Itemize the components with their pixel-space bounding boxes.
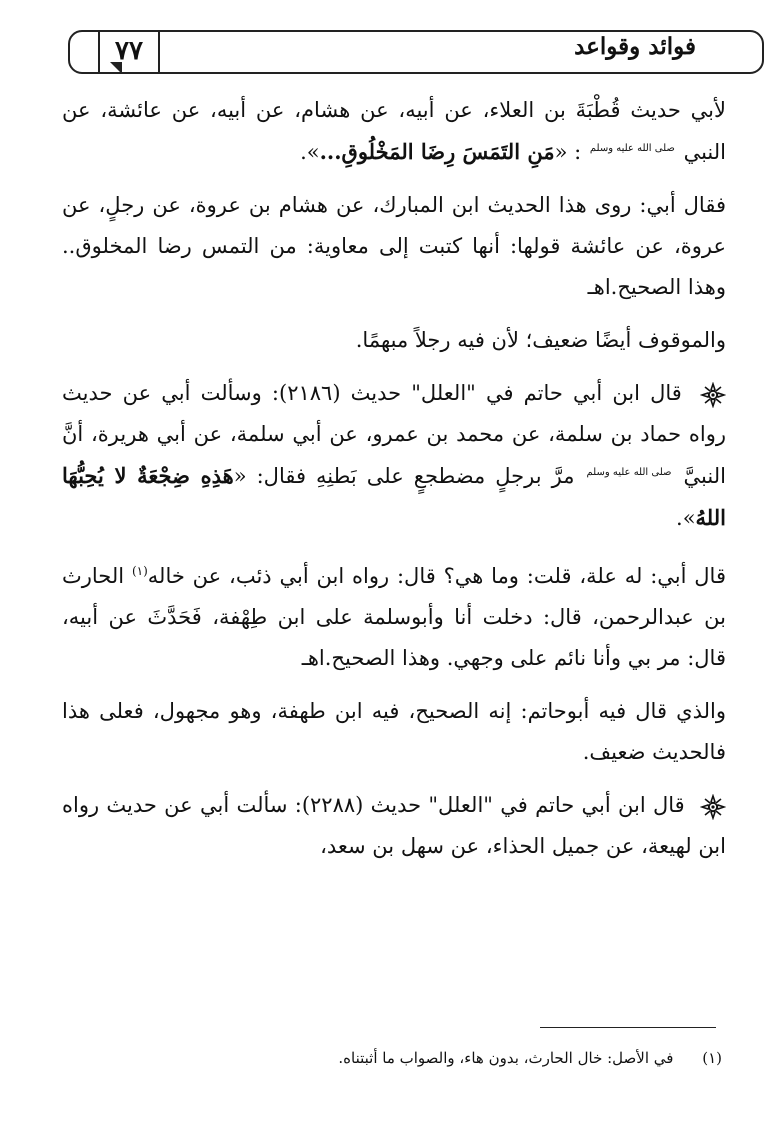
salutation-glyph: صلى الله عليه وسلم [586, 467, 672, 478]
paragraph-7 [62, 785, 726, 867]
paragraph-text: ». [676, 506, 696, 530]
paragraph-text: مرَّ برجلٍ مضطجعٍ على بَطنِهِ فقال: « [233, 464, 575, 488]
paragraph-text: قال ابن أبي حاتم في "العلل" حديث (٢٢٨٨): سألت أبي عن حديث رواه ابن لهيعة، عن جميل الحذاء، عن سهل بن سعد، [62, 793, 726, 858]
paragraph-text: ». [300, 140, 320, 164]
footnote-divider [540, 1027, 716, 1028]
page-number: ٧٧ [98, 30, 160, 74]
page-number-tab [98, 62, 122, 74]
paragraph-text: لأبي حديث قُطْبَةَ بن العلاء، عن أبيه، عن هشام، عن أبيه، عن عائشة، عن النبي [62, 98, 726, 164]
running-title: فوائد وقواعد [574, 33, 696, 60]
paragraph-text: : « [554, 140, 582, 164]
hadith-quote: مَنِ التَمَسَ رِضَا المَخْلُوقِ... [319, 139, 555, 164]
footnote-reference[interactable]: (١) [131, 564, 148, 578]
paragraph-3 [62, 320, 726, 361]
paragraph-text: الحارث بن عبدالرحمن، قال: دخلت أنا وأبوسلمة على ابن طِهْفة، فَحَدَّثَ عن أبيه، قال: مر بي وأنا نائم على وجهي. وهذا الصحيح.اهـ [62, 564, 726, 670]
paragraph-6 [62, 691, 726, 773]
hadith-quote: هَذِهِ ضِجْعَةٌ لا يُحِبُّهَا اللهُ [62, 463, 726, 530]
paragraph-4 [62, 373, 726, 539]
flower-ornament-icon [700, 794, 726, 820]
paragraph-text: والموقوف أيضًا ضعيف؛ لأن فيه رجلاً مبهمًا. [355, 328, 726, 352]
page-body [62, 90, 726, 871]
footnote [338, 1047, 722, 1069]
paragraph-1 [62, 90, 726, 173]
footnote-text: في الأصل: خال الحارث، بدون هاء، والصواب ما أثبتناه. [338, 1049, 674, 1067]
footnote-number: (١) [702, 1049, 722, 1067]
paragraph-2 [62, 185, 726, 308]
paragraph-text: قال ابن أبي حاتم في "العلل" حديث (٢١٨٦): وسألت أبي عن حديث رواه حماد بن سلمة، عن محمد بن عمرو، عن أبي سلمة، عن أبي هريرة، أنَّ النبيَّ [62, 381, 726, 488]
flower-ornament-icon [700, 382, 726, 408]
paragraph-text: قال أبي: له علة، قلت: وما هي؟ قال: رواه ابن أبي ذئب، عن خاله [147, 564, 726, 588]
paragraph-5 [62, 551, 726, 679]
paragraph-text: والذي قال فيه أبوحاتم: إنه الصحيح، فيه ابن طهفة، وهو مجهول، فعلى هذا فالحديث ضعيف. [62, 699, 726, 764]
paragraph-text: فقال أبي: روى هذا الحديث ابن المبارك، عن هشام بن عروة، عن رجلٍ، عن عروة، عن عائشة قولها: أنها كتبت إلى معاوية: من التمس رضا المخلوق.. وهذا الصحيح.اهـ [62, 193, 726, 299]
salutation-glyph: صلى الله عليه وسلم [589, 143, 675, 154]
